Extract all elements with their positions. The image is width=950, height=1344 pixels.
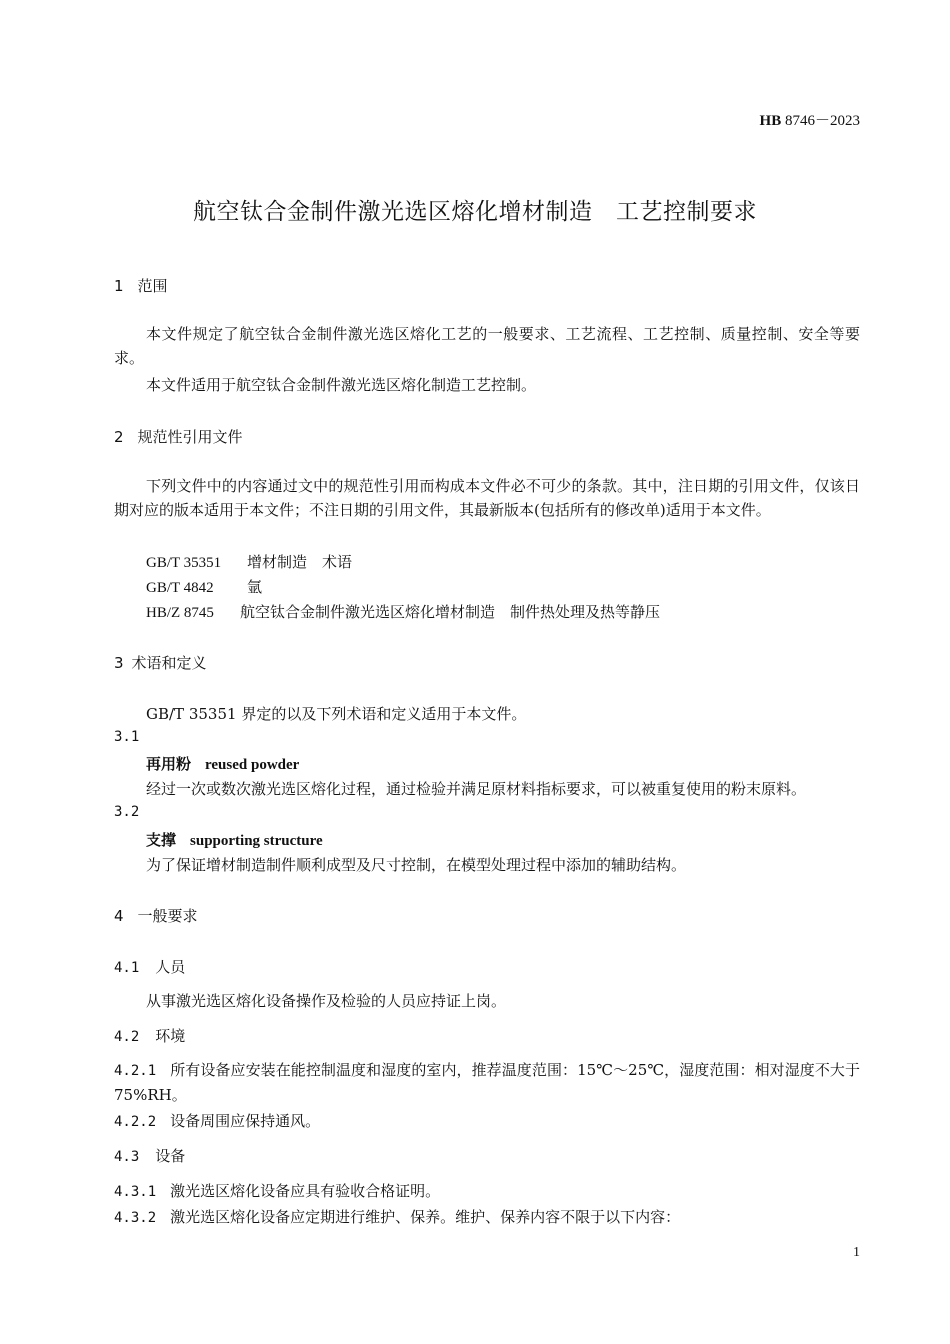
clause-number: 4.2.2 bbox=[114, 1114, 157, 1130]
standard-number: 8746－2023 bbox=[784, 113, 860, 129]
term-definition: 为了保证增材制造制件顺利成型及尺寸控制，在模型处理过程中添加的辅助结构。 bbox=[146, 856, 687, 874]
section-title: 一般要求 bbox=[137, 907, 198, 925]
clause-number: 4.2.1 bbox=[114, 1063, 157, 1079]
section-number: 1 bbox=[114, 277, 124, 295]
clause-text: 激光选区熔化设备应具有验收合格证明。 bbox=[170, 1182, 441, 1200]
clause-4-2-2 bbox=[114, 1110, 320, 1131]
term-number: 3.1 bbox=[114, 729, 140, 745]
subsection-title: 人员 bbox=[155, 958, 186, 976]
term-name bbox=[146, 753, 299, 774]
subsection-4-1-heading bbox=[114, 956, 185, 977]
reference-item bbox=[146, 601, 660, 622]
section-number: 3 bbox=[114, 654, 124, 672]
term-en: supporting structure bbox=[190, 833, 323, 849]
section-title: 术语和定义 bbox=[131, 654, 207, 672]
subsection-number: 4.3 bbox=[114, 1149, 140, 1165]
standard-prefix: HB bbox=[759, 113, 782, 129]
section-3-heading bbox=[114, 652, 207, 673]
standard-code bbox=[760, 109, 860, 130]
subsection-number: 4.2 bbox=[114, 1029, 140, 1045]
section-number: 4 bbox=[114, 907, 124, 925]
clause-text: 设备周围应保持通风。 bbox=[170, 1112, 321, 1130]
terms-intro: GB/T 35351 界定的以及下列术语和定义适用于本文件。 bbox=[146, 705, 527, 723]
subsection-4-2-heading bbox=[114, 1025, 185, 1046]
subsection-4-3-heading bbox=[114, 1145, 185, 1166]
subsection-number: 4.1 bbox=[114, 960, 140, 976]
subsection-title: 环境 bbox=[155, 1027, 186, 1045]
reference-name: 增材制造 术语 bbox=[247, 553, 353, 571]
section-4-heading bbox=[114, 905, 198, 926]
section-number: 2 bbox=[114, 428, 124, 446]
term-zh: 支撑 bbox=[146, 831, 177, 849]
clause-text: 所有设备应安装在能控制温度和湿度的室内，推荐温度范围：15℃～25℃，湿度范围：相对湿度不大于 75%RH。 bbox=[114, 1061, 860, 1104]
section-1-heading bbox=[114, 275, 168, 296]
term-en: reused powder bbox=[205, 757, 300, 773]
clause-4-3-2 bbox=[114, 1206, 680, 1227]
subsection-title: 设备 bbox=[155, 1147, 186, 1165]
section-2-heading bbox=[114, 426, 243, 447]
clause-4-2-1 bbox=[114, 1058, 860, 1107]
document-title: 航空钛合金制件激光选区熔化增材制造 工艺控制要求 bbox=[193, 199, 757, 225]
scope-paragraph-1: 本文件规定了航空钛合金制件激光选区熔化工艺的一般要求、工艺流程、工艺控制、质量控制、安全等要求。 bbox=[114, 325, 860, 367]
term-definition: 经过一次或数次激光选区熔化过程，通过检验并满足原材料指标要求，可以被重复使用的粉末原料。 bbox=[146, 780, 807, 798]
term-zh: 再用粉 bbox=[146, 755, 192, 773]
clause-number: 4.3.2 bbox=[114, 1210, 157, 1226]
reference-code: HB/Z 8745 bbox=[146, 605, 214, 621]
personnel-paragraph: 从事激光选区熔化设备操作及检验的人员应持证上岗。 bbox=[146, 992, 507, 1010]
page-number: 1 bbox=[853, 1245, 860, 1260]
scope-paragraph-2: 本文件适用于航空钛合金制件激光选区熔化制造工艺控制。 bbox=[146, 376, 537, 394]
reference-name: 航空钛合金制件激光选区熔化增材制造 制件热处理及热等静压 bbox=[240, 603, 661, 621]
reference-item bbox=[146, 551, 352, 572]
reference-item bbox=[146, 576, 262, 597]
clause-4-3-1 bbox=[114, 1180, 440, 1201]
clause-number: 4.3.1 bbox=[114, 1184, 157, 1200]
term-name bbox=[146, 829, 323, 850]
normative-references-paragraph: 下列文件中的内容通过文中的规范性引用而构成本文件必不可少的条款。其中，注日期的引用文件，仅该日期对应的版本适用于本文件；不注日期的引用文件，其最新版本(包括所有的修改单)适用于本文件。 bbox=[114, 477, 860, 519]
reference-code: GB/T 4842 bbox=[146, 580, 214, 596]
term-number: 3.2 bbox=[114, 804, 140, 820]
clause-text: 激光选区熔化设备应定期进行维护、保养。维护、保养内容不限于以下内容： bbox=[170, 1208, 681, 1226]
reference-code: GB/T 35351 bbox=[146, 555, 222, 571]
section-title: 规范性引用文件 bbox=[137, 428, 243, 446]
section-title: 范围 bbox=[137, 277, 168, 295]
reference-name: 氩 bbox=[247, 578, 263, 596]
